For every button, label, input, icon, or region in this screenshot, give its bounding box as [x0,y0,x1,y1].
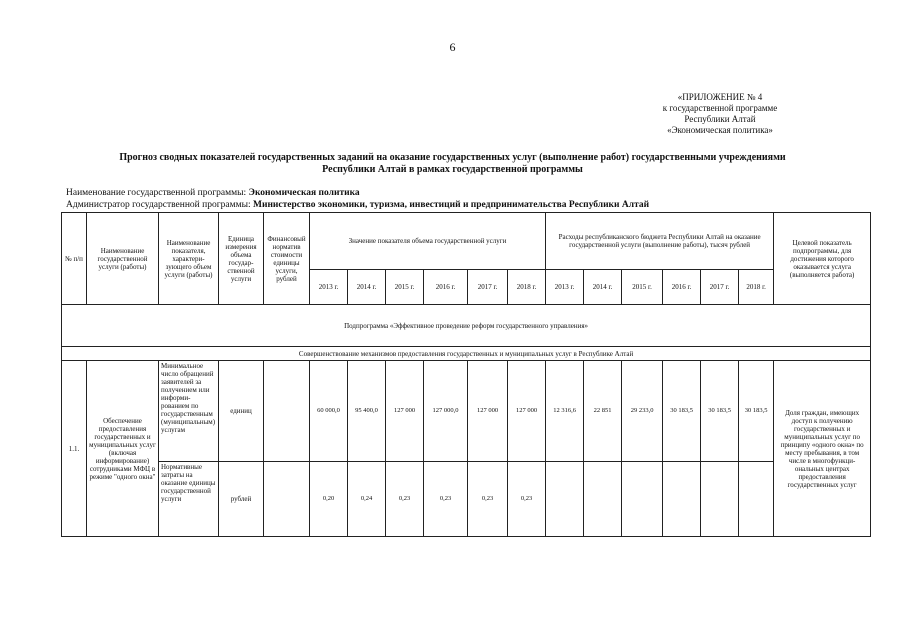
header-unit: Единица измерения объема государственной услуги [219,213,264,305]
section-title: Совершенствование механизмов предоставления государственных и муниципальных услуг в Республике Алтай [62,347,871,361]
expense-value: 22 851 [584,361,622,462]
unit-cell: рублей [219,462,264,537]
document-title [40,152,865,176]
header-expenses: Расходы республиканского бюджета Республики Алтай на оказание государственной услуги (выполнение работы), тысяч рублей [546,213,774,270]
expense-value [546,462,584,537]
expense-value [622,462,663,537]
cost-cell [264,361,310,462]
header-service: Наименование государственной услуги (работы) [87,213,159,305]
volume-value: 0,23 [508,462,546,537]
header-cost: Финансовый норматив стоимости единицы услуги, рублей [264,213,310,305]
appendix-line: «ПРИЛОЖЕНИЕ № 4 [677,92,763,102]
indicator-name: Минимальное число обращений заявителей за получением или информированием по государственным (муниципальным) услугам [159,361,219,462]
year-header: 2016 г. [663,270,701,305]
year-header: 2017 г. [701,270,739,305]
title-line: Прогноз сводных показателей государственных заданий на оказание государственных услуг (выполнение работ) государственными учреждениями [119,152,786,163]
volume-value: 0,23 [386,462,424,537]
header-num: № п/п [62,213,87,305]
volume-value: 0,20 [310,462,348,537]
unit-cell: единиц [219,361,264,462]
program-name-line [66,188,360,199]
volume-value: 127 000 [468,361,508,462]
indicator-name: Нормативные затраты на оказание единицы государственной услуги [159,462,219,537]
volume-value: 0,23 [424,462,468,537]
header-indicator: Наименование показателя, характеризующего объем услуги (работы) [159,213,219,305]
appendix-block [600,92,840,136]
volume-value: 60 000,0 [310,361,348,462]
year-header: 2014 г. [348,270,386,305]
expense-value: 30 183,5 [701,361,739,462]
volume-value: 127 000,0 [424,361,468,462]
service-name: Обеспечение предоставления государственных и муниципальных услуг (включая информирование) сотрудниками МФЦ в режиме "одного окна" [87,361,159,537]
expense-value [701,462,739,537]
expense-value [584,462,622,537]
appendix-line: «Экономическая политика» [667,125,773,135]
year-header: 2018 г. [739,270,774,305]
appendix-line: Республики Алтай [684,114,756,124]
year-header: 2013 г. [546,270,584,305]
year-header: 2013 г. [310,270,348,305]
header-volume: Значение показателя объема государственной услуги [310,213,546,270]
row-num: 1.1. [62,361,87,537]
expense-value [739,462,774,537]
administrator-label: Администратор государственной программы: [66,200,251,210]
administrator-line [66,200,649,211]
expense-value [663,462,701,537]
year-header: 2018 г. [508,270,546,305]
program-label: Наименование государственной программы: [66,188,247,198]
expense-value: 29 233,0 [622,361,663,462]
volume-value: 0,24 [348,462,386,537]
program-value: Экономическая политика [248,188,360,198]
expense-value: 12 316,6 [546,361,584,462]
title-line: Республики Алтай в рамках государственной программы [322,164,583,175]
volume-value: 0,23 [468,462,508,537]
volume-value: 127 000 [508,361,546,462]
year-header: 2016 г. [424,270,468,305]
services-table [61,212,871,537]
subprogram-title: Подпрограмма «Эффективное проведение реформ государственного управления» [62,305,871,347]
page-number: 6 [449,40,456,54]
administrator-value: Министерство экономики, туризма, инвестиций и предпринимательства Республики Алтай [253,200,650,210]
volume-value: 95 400,0 [348,361,386,462]
appendix-line: к государственной программе [662,103,778,113]
expense-value: 30 183,5 [663,361,701,462]
expense-value: 30 183,5 [739,361,774,462]
year-header: 2015 г. [622,270,663,305]
year-header: 2017 г. [468,270,508,305]
target-indicator: Доля граждан, имеющих доступ к получению государственных и муниципальных услуг по принципу «одного окна» по месту пребывания, в том числе в многофункциональных центрах предоставления государственных услуг [774,361,871,537]
header-target: Целевой показатель подпрограммы, для достижения которого оказывается услуга (выполняется работа) [774,213,871,305]
year-header: 2015 г. [386,270,424,305]
cost-cell [264,462,310,537]
year-header: 2014 г. [584,270,622,305]
volume-value: 127 000 [386,361,424,462]
